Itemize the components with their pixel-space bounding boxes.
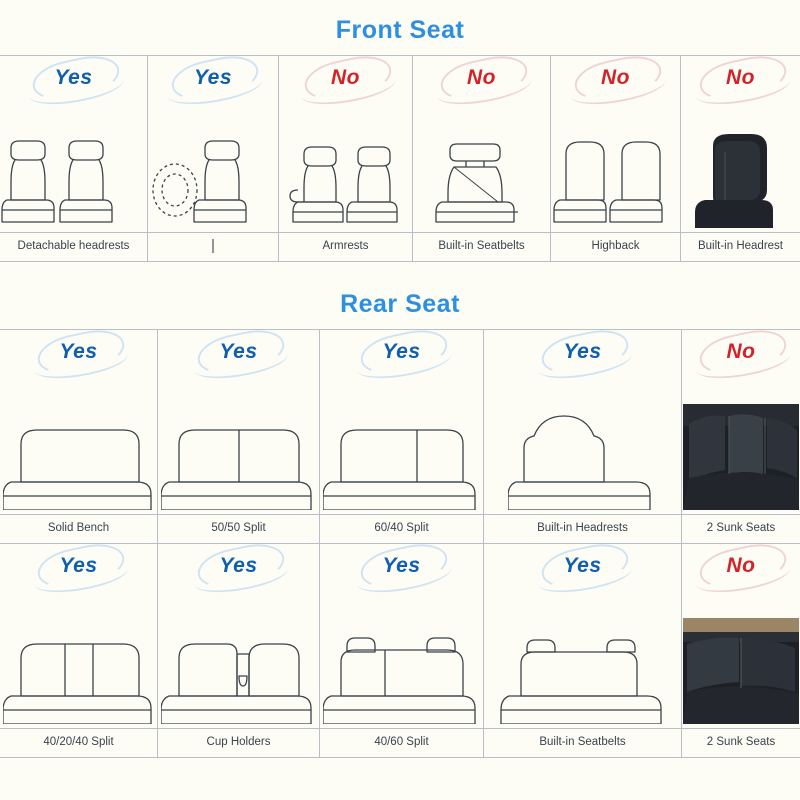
- swoosh-icon: [354, 554, 453, 598]
- cell-caption: Built-in Seatbelts: [484, 728, 681, 757]
- chart-cell-solid-bench[interactable]: [0, 330, 158, 543]
- verdict-badge: [148, 66, 278, 90]
- verdict-label: Yes: [219, 340, 258, 363]
- page-title-rear: Rear Seat: [340, 290, 460, 318]
- swoosh-icon: [168, 50, 262, 105]
- chart-cell-cup-holders[interactable]: [158, 544, 320, 757]
- cell-art: [158, 544, 319, 728]
- chart-cell-50-50-split[interactable]: [158, 330, 320, 543]
- cell-caption: 50/50 Split: [158, 514, 319, 543]
- swoosh-icon: [434, 66, 533, 110]
- swoosh-icon: [357, 538, 451, 593]
- swoosh-icon: [31, 554, 130, 598]
- swoosh-icon: [34, 324, 128, 379]
- rear-bench-402040-icon: [3, 604, 155, 724]
- chart-cell-rear-built-in-seatbelts[interactable]: [484, 544, 682, 757]
- cell-art: [0, 330, 157, 514]
- cell-art: [0, 544, 157, 728]
- cell-art: [279, 56, 412, 232]
- verdict-label: No: [726, 340, 756, 363]
- cell-art: [413, 56, 550, 232]
- swoosh-icon: [165, 66, 264, 110]
- cell-art: [320, 544, 483, 728]
- cell-caption: [148, 232, 278, 261]
- verdict-badge: [484, 554, 681, 578]
- verdict-badge: [0, 554, 157, 578]
- chart-cell-40-60-split[interactable]: [320, 544, 484, 757]
- front-seat-with-steering-icon: [149, 110, 278, 228]
- swoosh-icon: [538, 538, 632, 593]
- swoosh-icon: [191, 554, 290, 598]
- verdict-badge: [681, 66, 800, 90]
- verdict-badge: [320, 340, 483, 364]
- verdict-label: No: [331, 66, 360, 89]
- cell-art: [551, 56, 680, 232]
- rear-seat-row-1: [0, 329, 800, 544]
- verdict-label: No: [726, 554, 756, 577]
- swoosh-icon: [298, 66, 397, 110]
- swoosh-icon: [191, 340, 290, 384]
- cell-caption: 40/20/40 Split: [0, 728, 157, 757]
- cell-caption: 2 Sunk Seats: [682, 514, 800, 543]
- chart-cell-2-sunk-seats-row1[interactable]: [682, 330, 800, 543]
- chart-cell-front-blank[interactable]: [148, 56, 279, 261]
- swoosh-icon: [357, 324, 451, 379]
- verdict-label: Yes: [59, 340, 98, 363]
- swoosh-icon: [535, 340, 634, 384]
- cell-caption: Built-in Headrest: [681, 232, 800, 261]
- cell-caption: 40/60 Split: [320, 728, 483, 757]
- swoosh-icon: [535, 554, 634, 598]
- verdict-badge: [158, 554, 319, 578]
- swoosh-icon: [571, 50, 665, 105]
- verdict-label: Yes: [193, 66, 233, 89]
- swoosh-icon: [437, 50, 531, 105]
- verdict-label: Yes: [563, 340, 602, 363]
- swoosh-icon: [31, 340, 130, 384]
- verdict-badge: [551, 66, 680, 90]
- rear-bench-4060-icon: [323, 604, 481, 724]
- section-spacer: [0, 262, 800, 276]
- swoosh-icon: [693, 554, 792, 598]
- chart-cell-detachable-headrests[interactable]: [0, 56, 148, 261]
- cell-caption: 60/40 Split: [320, 514, 483, 543]
- front-seat-armrest-icon: [280, 110, 412, 228]
- rear-bench-builtin-headrests-icon: [508, 390, 658, 510]
- swoosh-icon: [34, 538, 128, 593]
- cell-caption: Built-in Seatbelts: [413, 232, 550, 261]
- swoosh-icon: [538, 324, 632, 379]
- verdict-badge: [158, 340, 319, 364]
- swoosh-icon: [693, 66, 792, 110]
- swoosh-icon: [26, 66, 125, 110]
- rear-seat-photo-2: [683, 618, 799, 724]
- verdict-label: Yes: [59, 554, 98, 577]
- chart-cell-40-20-40-split[interactable]: [0, 544, 158, 757]
- cell-caption: 2 Sunk Seats: [682, 728, 800, 757]
- cell-art: [0, 56, 147, 232]
- chart-cell-built-in-headrests[interactable]: [484, 330, 682, 543]
- cell-caption: Cup Holders: [158, 728, 319, 757]
- chart-cell-highback[interactable]: [551, 56, 681, 261]
- verdict-label: Yes: [382, 554, 421, 577]
- swoosh-icon: [696, 538, 790, 593]
- cell-caption: Armrests: [279, 232, 412, 261]
- swoosh-icon: [194, 538, 288, 593]
- verdict-label: No: [467, 66, 496, 89]
- cell-caption: Solid Bench: [0, 514, 157, 543]
- verdict-label: Yes: [382, 340, 421, 363]
- cell-caption: Detachable headrests: [0, 232, 147, 261]
- cell-art: [484, 544, 681, 728]
- front-seat-highback-icon: [552, 110, 680, 228]
- rear-bench-seatbelts-icon: [499, 604, 667, 724]
- page-title-front: Front Seat: [335, 16, 465, 44]
- cell-art: [320, 330, 483, 514]
- cell-caption: Built-in Headrests: [484, 514, 681, 543]
- verdict-badge: [484, 340, 681, 364]
- swoosh-icon: [693, 340, 792, 384]
- front-seat-pair-icon: [1, 110, 147, 228]
- cell-art: [682, 330, 800, 514]
- cell-art: [681, 56, 800, 232]
- verdict-label: No: [601, 66, 630, 89]
- rear-seat-row-2: [0, 544, 800, 758]
- rear-bench-cupholders-icon: [161, 604, 317, 724]
- swoosh-icon: [568, 66, 667, 110]
- verdict-label: Yes: [219, 554, 258, 577]
- chart-cell-60-40-split[interactable]: [320, 330, 484, 543]
- cell-art: [158, 330, 319, 514]
- verdict-badge: [0, 66, 147, 90]
- rear-bench-6040-icon: [323, 390, 481, 510]
- swoosh-icon: [301, 50, 395, 105]
- chart-cell-2-sunk-seats-row2[interactable]: [682, 544, 800, 757]
- swoosh-icon: [696, 324, 790, 379]
- verdict-badge: [320, 554, 483, 578]
- cell-caption: Highback: [551, 232, 680, 261]
- verdict-badge: [0, 340, 157, 364]
- rear-bench-5050-icon: [161, 390, 317, 510]
- front-seat-photo: [685, 110, 797, 228]
- cell-art: [148, 56, 278, 232]
- swoosh-icon: [194, 324, 288, 379]
- front-seat-row: [0, 55, 800, 262]
- swoosh-icon: [696, 50, 790, 105]
- verdict-label: Yes: [563, 554, 602, 577]
- cell-art: [682, 544, 800, 728]
- swoosh-icon: [29, 50, 123, 105]
- verdict-label: Yes: [54, 66, 93, 89]
- verdict-badge: [682, 554, 800, 578]
- blank-label-box: [212, 239, 214, 253]
- verdict-badge: [682, 340, 800, 364]
- rear-bench-solid-icon: [3, 390, 155, 510]
- chart-cell-armrests[interactable]: [279, 56, 413, 261]
- chart-cell-built-in-seatbelts[interactable]: [413, 56, 551, 261]
- cell-art: [484, 330, 681, 514]
- chart-cell-built-in-headrest[interactable]: [681, 56, 800, 261]
- rear-seat-photo-1: [683, 404, 799, 510]
- front-seat-seatbelt-icon: [414, 110, 550, 228]
- verdict-label: No: [726, 66, 755, 89]
- verdict-badge: [279, 66, 412, 90]
- swoosh-icon: [354, 340, 453, 384]
- verdict-badge: [413, 66, 550, 90]
